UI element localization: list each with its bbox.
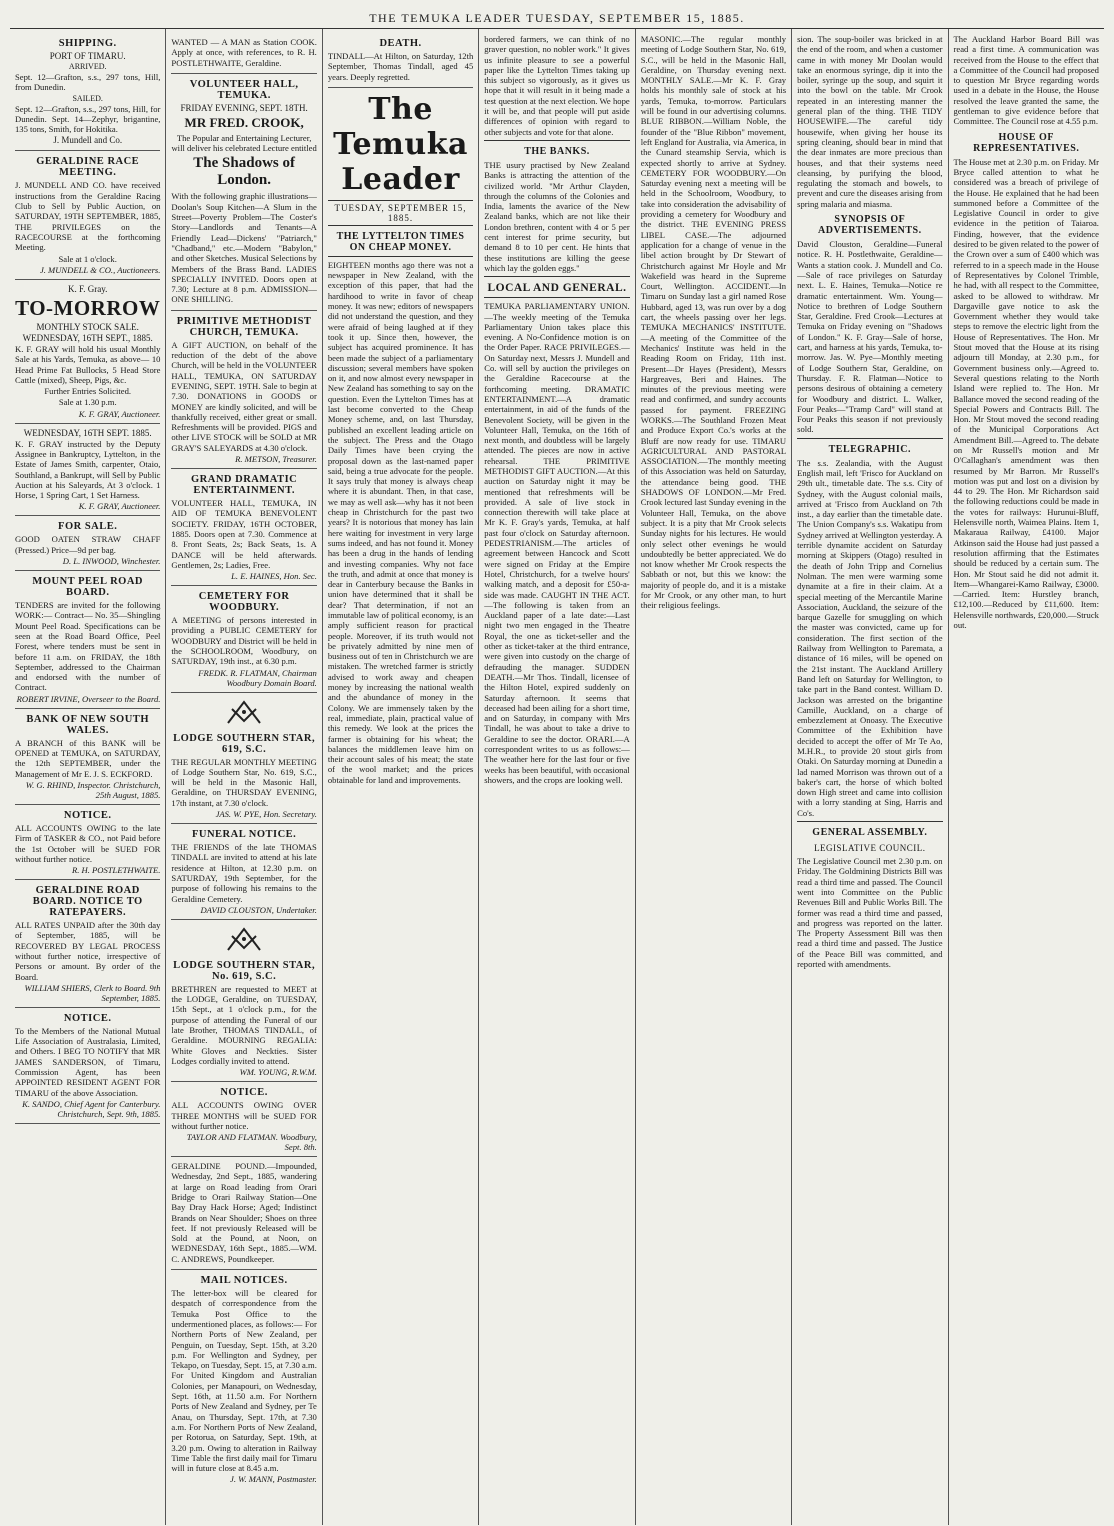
lodge2-signature: WM. YOUNG, R.W.M. xyxy=(239,1067,317,1078)
crook-name: MR FRED. CROOK, xyxy=(184,114,304,130)
road-body: TENDERS are invited for the following WORK:— Contract— No. 35—Shingling Mount Peel Road. Specifications can be seen at the Road Board Office, Peel Forest, where tenders must be sent in before 11 a.m. on FRIDAY, the 18th September, addressed to the Chairman and endorsed with the number of Contract. xyxy=(15,600,161,693)
gray-further: Further Entries Solicited. xyxy=(44,386,132,397)
editorial-continued: bordered farmers, we can think of no graver question, no nobler work." It gives us infinite pleasure to see a powerful paper like the Lyttelton Times taking up this subject so vigorously, as it gives us hope that it will result in it being made a test question at the next election. We hope it will be, and that people will put aside differences of opinion with regard to other subjects and vote for that alone. xyxy=(484,34,630,137)
general-assembly-title: GENERAL ASSEMBLY. xyxy=(812,827,928,839)
road-title: MOUNT PEEL ROAD BOARD. xyxy=(32,576,143,599)
legislative-council-body: The Legislative Council met 2.30 p.m. on Friday. The Goldmining Districts Bill was read a third time and passed. The Council went into Committee on the Public Revenues Bill and Public Works Bill. The former was read a third time and passed, and progress was reported on the latter. The Property Assessment Bill was then read a third time and passed. The Justice of the Peace Bill was committed, and reported with amendments. xyxy=(797,856,943,970)
funeral-signature: DAVID CLOUSTON, Undertaker. xyxy=(200,904,317,915)
column-6 xyxy=(792,29,948,1525)
lodge1-signature: JAS. W. PYE, Hon. Secretary. xyxy=(215,809,317,820)
bank-title: BANK OF NEW SOUTH WALES. xyxy=(26,713,149,736)
crook-body: With the following graphic illustrations— Doolan's Soup Kitchen—A Slum in the Street—Poverty Problem—The Coster's Story—Landlords and Tenants—A Friendly Lead—Dickens' "Patriarch," "Chadband," etc.—Modern "Babylon," and other Sketches. Musical Selections by Members of the Brass Band. LADIES SPECIALLY INVITED. Doors open at 7.30; Lecture at 8 p.m. ADMISSION—ONE SHILLING. xyxy=(171,191,317,305)
crook-date: FRIDAY EVENING, SEPT. 18TH. xyxy=(180,102,308,113)
lodge-meeting-ad xyxy=(171,693,316,824)
telegraphic-title: TELEGRAPHIC. xyxy=(828,443,912,455)
bank-body: A BRANCH of this BANK will be OPENED at TEMUKA, on SATURDAY, the 12th SEPTEMBER, under the Management of Mr E. J. S. ECKFORD. xyxy=(15,737,161,779)
ratepayers-title: GERALDINE ROAD BOARD. NOTICE TO RATEPAYERS. xyxy=(32,885,143,919)
gray-time: Sale at 1.30 p.m. xyxy=(58,397,117,408)
divider xyxy=(484,297,629,298)
lodge2-title: LODGE SOUTHERN STAR, No. 619, S.C. xyxy=(173,959,316,982)
insurance-title: NOTICE. xyxy=(63,1012,112,1024)
banks-body: THE usury practised by New Zealand Banks is attracting the attention of the civilized world. "Mr Arthur Clayden, through the columns of the Colonies and India, laments the avarice of the New Zealand banks, which are not like their London brethren, content with 4 or 5 per cent interest for prime security, but demand 8 to 10 per cent. He hints that these institutions are killing the geese which lay the golden eggs." xyxy=(484,159,630,273)
methodist-signature: R. METSON, Treasurer. xyxy=(235,454,317,465)
notice1-signature: R. H. POSTLETHWAITE. xyxy=(71,865,161,876)
tomorrow-headline: TO-MORROW xyxy=(15,295,161,320)
road-signature: ROBERT IRVINE, Overseer to the Board. xyxy=(16,693,161,704)
road-board-ad xyxy=(15,571,160,709)
gray2-body: K. F. GRAY instructed by the Deputy Assignee in Bankruptcy, Lyttelton, in the Estate of James Smith, carpenter, Otaio, Southland, a Bankrupt, will Sell by Public Auction at his Saleyards, At 3 o'clock. 1 Horse, 1 Spring Cart, 1 Set Harness. xyxy=(15,438,161,501)
dateline: TUESDAY, SEPTEMBER 15, 1885. xyxy=(328,200,473,226)
arrived-text: Sept. 12—Grafton, s.s., 297 tons, Hill, from Dunedin. xyxy=(15,72,161,93)
notice1-title: NOTICE. xyxy=(63,809,112,821)
mail-body: The letter-box will be cleared for despatch of correspondence from the Temuka Post Office to the undermentioned places, as follows:— For Northern Ports of New Zealand, per Penguin, on Tuesday, Sept. 15th, at 3.20 p.m. For Wellington and Sydney, per Tekapo, on Tuesday, Sept. 15, at 7.30 a.m. For United Kingdom and Australian Colonies, per Manapouri, on Wednesday, Sept. 16th, at 11.50 a.m. For Northern Ports of New Zealand and Sydney, per Te Anau, on Thursday, Sept. 17th, at 7.30 a.m. For Northern Ports of New Zealand, per Rotorua, on Saturday, Sept. 19th, at 3.20 p.m. Owing to alteration in Railway Time Table the first daily mail for Timaru will in future close at 8.45 a.m. xyxy=(171,1288,317,1474)
bank-ad xyxy=(15,709,160,805)
local-news-continued: MASONIC.—The regular monthly meeting of Lodge Southern Star, No. 619, S.C., will be held in the Masonic Hall, Geraldine, on Thursday evening next. MONTHLY SALE.—Mr K. F. Gray holds his monthly sale of stock at his yards, Temuka, to-morrow. Particulars will be found in our advertising columns. BLUE RIBBON.—William Noble, the founder of the "Blue Ribbon" movement, left England for Australia, via America, in the Cunard steamship Servia, which is expected shortly to arrive at Sydney. CEMETERY FOR WOODBURY.—On Saturday evening next a meeting will be held in the Schoolroom, Woodbury, to take into consideration the advisability of providing a cemetery for Woodbury and the district. THE EVENING PRESS LIBEL CASE.—The adjourned application for a change of venue in the libel action brought by Dr Stewart of Christchurch against Mr Hoyle and Mr Wakefield was heard in the Supreme Court, Wellington. ACCIDENT.—In Timaru on Sunday last a girl named Rose Hubbard, aged 13, was run over by a dog cart, the wheels passing over her legs. TEMUKA MECHANICS' INSTITUTE.—A meeting of the Committee of the Mechanics' Institute was held in the Reading Room on Friday, 11th inst. Present—Dr Hayes (President), Messrs Hargreaves, Beri and Haines. The minutes of the previous meeting were read and confirmed, and sundry accounts passed for payment. FREEZING WORKS.—The Southland Frozen Meat and Produce Export Co.'s works at the Bluff are now ready for use. TIMARU AGRICULTURAL AND PASTORAL ASSOCIATION.—The monthly meeting of this Association was held on Saturday, the attendance being good. THE SHADOWS OF LONDON.—Mr Fred. Crook lectured last Sunday evening in the Volunteer Hall, Temuka, on the above subject. It is a pity that Mr Crook selects Sunday nights for his lectures. He would only select other evenings he would undoubtedly be better appreciated. We do not know whether Mr Crook respects the Sabbath or not, but this we know: the majority of people do, and it is a mistake for Mr Crook, or any other man, to hurt their religious feelings. xyxy=(640,34,787,611)
lodge1-body: THE REGULAR MONTHLY MEETING of Lodge Southern Star, No. 619, S.C., will be held in the Masonic Hall, Geraldine, on THURSDAY EVENING, 17th instant, at 7.30 o'clock. xyxy=(171,756,317,808)
notice2-title: NOTICE. xyxy=(220,1087,268,1099)
dramatic-ad xyxy=(171,469,316,586)
editorial-title: THE LYTTELTON TIMES ON CHEAP MONEY. xyxy=(336,230,465,253)
gray-sale-sub: MONTHLY STOCK SALE. xyxy=(36,321,139,332)
race-time: Sale at 1 o'clock. xyxy=(58,253,117,264)
lodge2-body: BRETHREN are requested to MEET at the LODGE, Geraldine, on TUESDAY, 15th Sept., at 1 o'clock p.m., for the purpose of attending the Funeral of our late Brother, THOMAS TINDALL, of Geraldine. MOURNING REGALIA: White Gloves and Neckties. Sister Lodges cordially invited to attend. xyxy=(171,983,317,1066)
methodist-body: A GIFT AUCTION, on behalf of the reduction of the debt of the above Church, will be held in the VOLUNTEER HALL, TEMUKA, ON SATURDAY EVENING, SEPT. 19TH. Sale to begin at 7.30. DONATIONS in GOODS or MONEY are kindly solicited, and will be thankfully received, either great or small. Refreshments will be provided. PIGS and other LIVE STOCK will be SOLD at MR GRAY'S SALEYARDS at 4.30 o'clock. xyxy=(171,339,317,453)
synopsis-title: SYNOPSIS OF ADVERTISEMENTS. xyxy=(818,214,922,237)
funeral-body: THE FRIENDS of the late THOMAS TINDALL are invited to attend at his late residence at Hilton, at 12.30 p.m. on SATURDAY, 19th September, for the purpose of following his remains to the Geraldine Cemetery. xyxy=(171,842,317,904)
wanted-body: WANTED — A MAN as Station COOK. Apply at once, with references, to R. H. POSTLETHWAITE, Geraldine. xyxy=(171,37,317,68)
dramatic-body: VOLUNTEER HALL, TEMUKA, IN AID OF TEMUKA BENEVOLENT SOCIETY. FRIDAY, 16TH OCTOBER, 1885. Doors open at 7.30. Commence at 8. Front Seats, 2s; Back Seats, 1s. A DANCE will be held afterwards. Gentlemen, 2s; Ladies, Free. xyxy=(171,498,317,570)
running-head: THE TEMUKA LEADER TUESDAY, SEPTEMBER 15, 1885. xyxy=(10,8,1104,29)
column-5 xyxy=(636,29,792,1525)
cemetery-signature: FREDK. R. FLATMAN, Chairman Woodbury Domain Board. xyxy=(198,667,317,688)
masonic-emblem-icon xyxy=(171,926,316,957)
notice2-body: ALL ACCOUNTS OWING OVER THREE MONTHS will be SUED FOR without further notice. xyxy=(171,1100,317,1131)
gray-sale-ad xyxy=(15,280,160,424)
editorial-body: EIGHTEEN months ago there was not a newspaper in New Zealand, with the exception of this paper, that had the hardihood to write in favor of cheap money. It was new; editors of newspapers did not understand the question, and they were afraid of being laughed at if they took it up. Since then, however, the subject has acquired prominence. It has been made the subject of a parliamentary discussion; several members have spoken on it, and now almost every newspaper in New Zealand has something to say on the question. Even the Lyttelton Times has at last become converted to the Cheap Money scheme, and, on last Thursday, published an excellent leading article on the subject. The Press and the Otago Daily Times have been crying the proposal down as the last-named paper said, being a true advocate for the people. It says truly that money is always cheap where it is abundant. Then, in that case, we may as well ask—why has it not been cheap in Christchurch for the past two years? It is notorious that money has lain here waiting for investment in very large sums indeed, and has not found it. Money has been a drug in the hands of lending and investing companies. Why not face the truth, and admit at once that money is dear in Canterbury because the Banks in union have determined that it shall be dear? That determination, if not an immutable law of political economy, is an amply sufficient reason for practical people. Moreover, if its truth would not be privately admitted by nine men of business out of ten in Christchurch we are mistaken. The wretched farmer is strictly advised to work away and cheapen money by increasing the national wealth and the abundance of money in the Colony. We are immensely taken by the real, immediate, plain, practical value of this remedy. We look at the prices the farmer is obtaining for his wheat; the balances the middlemen leave him on their account sales of his meat; the state of the wool market; and the prices obtainable for land and improvements. xyxy=(327,259,474,785)
crook-intro: The Popular and Entertaining Lecturer, will deliver his celebrated Lecture entitled xyxy=(171,132,317,154)
notice2-signature: TAYLOR AND FLATMAN. Woodbury, Sept. 8th. xyxy=(186,1132,317,1153)
death-body: TINDALL—At Hilton, on Saturday, 12th September, Thomas Tindall, aged 45 years. Deeply regretted. xyxy=(327,51,474,82)
race-signature: J. MUNDELL & CO., Auctioneers. xyxy=(39,264,161,275)
chaff-ad xyxy=(15,516,160,571)
banks-title: THE BANKS. xyxy=(524,145,590,157)
crook-title: VOLUNTEER HALL, TEMUKA. xyxy=(189,78,299,101)
arrived-label: ARRIVED. xyxy=(68,62,107,71)
chaff-body: GOOD OATEN STRAW CHAFF (Pressed.) Price—9d per bag. xyxy=(15,534,161,555)
council-continued: The Auckland Harbor Board Bill was read a first time. A communication was received from the House to the effect that a Committee of the Council had proposed to question Mr Bryce regarding words used in a debate in the House, the House resolved the leave granted the same, the gentleman to give evidence before that Committee. The Council rose at 4.55 p.m. xyxy=(953,34,1099,127)
local-general-title: LOCAL AND GENERAL. xyxy=(487,282,627,295)
local-general-body: TEMUKA PARLIAMENTARY UNION.—The weekly meeting of the Temuka Parliamentary Union takes place this evening. A No-Confidence motion is on the Order Paper. RACE PRIVILEGES.—On Saturday next, Messrs J. Mundell and Co. will sell by auction the privileges on the Geraldine Racecourse at the forthcoming meeting. DRAMATIC ENTERTAINMENT.—A dramatic entertainment, in aid of the funds of the Benevolent Society, will be given in the Volunteer Hall, Temuka, on the 16th of next month, and doubtless will be largely attended. The pieces are now in active rehearsal. THE PRIMITIVE METHODIST GIFT AUCTION.—At this auction on Saturday night it may be mentioned that refreshments will be provided. A sale of live stock in connection therewith will take place at Mr K. F. Gray's yards, Temuka, at half past four o'clock on Saturday afternoon. PEDESTRIANISM.—The articles of agreement between Hancock and Scott were signed on Friday at the Empire Hotel, Christchurch, for a twelve hours' walking match, and a deposit for £50-a-side was made. CAUGHT IN THE ACT.—The following is taken from an Auckland paper of a late date:—Last night two men engaged in the Theatre Royal, the one as ticket-seller and the other as ticket-taker at the third entrance, were given into custody on the charge of defrauding the manager. SUDDEN DEATH.—Mr Thos. Tindall, licensee of the Hilton Hotel, expired suddenly on Saturday afternoon. It seems that deceased had been ailing for a short time, and on Saturday, in company with Mrs Tindall, he was about to take a drive to Geraldine to see the doctor. ORARI.—A correspondent writes to us as follows:—The weather here for the last four or five weeks has been beautiful, with occasional showers, and the crops are looking well. xyxy=(484,301,630,785)
crook-lecture-title: The Shadows of London. xyxy=(193,155,295,189)
gray2-signature: K. F. GRAY, Auctioneer. xyxy=(78,501,161,512)
race-title: GERALDINE RACE MEETING. xyxy=(36,156,140,179)
cemetery-title: CEMETERY FOR WOODBURY. xyxy=(198,591,290,614)
mail-notices xyxy=(171,1270,316,1488)
divider xyxy=(328,256,473,257)
house-body: The House met at 2.30 p.m. on Friday. Mr Bryce called attention to what he considered was a breach of privilege of the House. He explained that he had been summoned before a Committee of the Legislative Council in order to give evidence in the petition of Taiaroa. Finding, however, that the evidence desired to be given related to the power of the Crown over a sum of £400 which was referred to in a speech made in the House of Representatives by Colonel Trimble, he had, with all respect to the Committee, asked to be allowed to withdraw. Mr Dargaville gave notice to ask the Government whether they would take steps to remove the electric light from the House of Representatives. The Hon. Mr Stout moved that the House at its rising adjourn till Monday, at 2.30 p.m., for Government business only.—Agreed to. Several questions relating to the North Island were replied to. The Hon. Mr Ballance moved the second reading of the Special Powers and Contracts Bill. The Hon. Mr Stout moved the second reading of the Municipal Corporations Act Amendment Bill.—Agreed to. The debate on Mr Russell's motion and Mr O'Callaghan's amendment was then resumed by Mr Barron. Mr Russell's motion was put and lost on a division by 44 to 29. The Hon. Mr Richardson said the following reductions could be made in the votes for railways: Hurunui-Bluff, Helensville north, Waimea Plains. Item 1, Makaraua Railway, £4100. Major Atkinson said the House had just passed a resolution affirming that the Estimates should be reduced by a certain sum. The Hon. Mr Stout said he did not admit it. Item—Whangarei-Kamo Railway, £3000.—Carried. Item: Hurstley branch, £12,100.—Reduced by £11,600. Item: Helensville northwards, £20,000.—Struck out. xyxy=(953,156,1099,631)
funeral-title: FUNERAL NOTICE. xyxy=(191,829,297,841)
accounts-notice-ad xyxy=(15,805,160,880)
dramatic-signature: L. E. HAINES, Hon. Sec. xyxy=(231,571,317,582)
gray-signature: K. F. GRAY, Auctioneer. xyxy=(78,408,161,419)
ratepayers-signature: WILLIAM SHIERS, Clerk to Board. 9th September, 1885. xyxy=(24,982,161,1003)
insurance-ad xyxy=(15,1008,160,1124)
dramatic-title: GRAND DRAMATIC ENTERTAINMENT. xyxy=(191,474,298,497)
death-title: DEATH. xyxy=(379,38,422,49)
gray-bankrupt-ad xyxy=(15,424,160,517)
divider xyxy=(484,140,629,141)
wanted-ad xyxy=(171,33,316,74)
notice1-body: ALL ACCOUNTS OWING to the late Firm of TASKER & CO., not Paid before the 1st October will be SUED FOR without further notice. xyxy=(15,822,161,864)
divider xyxy=(484,276,629,277)
shipping-subtitle: PORT OF TIMARU. xyxy=(49,51,126,61)
column-7 xyxy=(949,29,1104,1525)
mail-title: MAIL NOTICES. xyxy=(200,1275,288,1287)
chaff-title: FOR SALE. xyxy=(58,521,118,533)
mail-signature: J. W. MANN, Postmaster. xyxy=(230,1474,317,1485)
gray-agent: K. F. Gray. xyxy=(67,283,108,294)
house-title: HOUSE OF REPRESENTATIVES. xyxy=(973,131,1080,154)
pound-body: GERALDINE POUND.—Impounded, Wednesday, 2nd Sept., 1885, wandering at large on Road leading from Orari Bridge to Orari Railway Station—One Bay Dray Hack Horse; Aged; Indistinct Brands on Near Shoulder; Shoes on three feet. If not previously Released will be Sold at the Pound, at Noon, on WEDNESDAY, 16th Sept., 1885.—WM. C. ANDREWS, Poundkeeper. xyxy=(171,1161,317,1264)
shadows-report-continued: sion. The soup-boiler was bricked in at the end of the room, and when a customer came in with money Mr Doolan would take an enormous syringe, dip it into the boiler, syringe up the soup, and squirt it into the bowl on the table. Mr Crook repeated in an interesting manner the general plan of the thing. THE TIDY HOUSEWIFE.—The careful tidy housewife, when giving her house its spring cleaning, should bear in mind that the dear inmates are more precious than houses, and that their systems need cleansing, by purifying the blood, regulating the stomach and bowels, to prevent and cure the diseases arising from spring malaria and miasma. xyxy=(797,34,943,209)
insurance-signature: K. SANDO, Chief Agent for Canterbury. Christchurch, Sept. 9th, 1885. xyxy=(22,1098,161,1119)
pound-ad xyxy=(171,1157,316,1270)
masonic-emblem-icon xyxy=(171,699,316,730)
synopsis-body: David Clouston, Geraldine—Funeral notice. R. H. Postlethwaite, Geraldine—Wants a station cook. J. Mundell and Co.—Sale of race privileges on Saturday next. L. E. Haines, Temuka—Notice re dramatic entertainment. Wm. Young—Notice to brethren of Lodge Southern Star, Geraldine. Fred Crook—Lectures at Temuka on Friday evening on "Shadows of London." K. F. Gray—Sale of horse, cart, and harness at his yards, Temuka, to-morrow. Jas. W. Pye—Monthly meeting of Lodge Southern Star, Geraldine, on Thursday. F. R. Flatman—Notice to persons desirous of obtaining a cemetery for Woodbury and district. L. Walker, Four Peaks—"Tramp Card" will stand at Four Peaks this season if not previously sold. xyxy=(797,239,943,435)
race-ad xyxy=(15,151,160,279)
column-2 xyxy=(166,29,322,1525)
sailed-label: SAILED. xyxy=(72,93,103,103)
masthead: The Temuka Leader xyxy=(333,91,468,197)
death-notice xyxy=(328,33,473,88)
column-4 xyxy=(479,29,635,1525)
bank-signature: W. G. RHIND, Inspector. Christchurch, 25th August, 1885. xyxy=(25,779,161,800)
gray2-date: WEDNESDAY, 16TH SEPT. 1885. xyxy=(23,427,152,438)
divider xyxy=(797,821,942,822)
column-1 xyxy=(10,29,166,1525)
shipping-ad xyxy=(15,33,160,151)
race-body: J. MUNDELL AND CO. have received instructions from the Geraldine Racing Club to Sell by Public Auction, on SATURDAY, 19TH SEPTEMBER, 1885, THE PRIVILEGES on the RACECOURSE at the forthcoming Meeting. xyxy=(15,180,161,253)
cemetery-body: A MEETING of persons interested in providing a PUBLIC CEMETERY for WOODBURY and District will be held in the SCHOOLROOM, Woodbury, on SATURDAY, 19th inst., at 6.30 p.m. xyxy=(171,615,317,667)
lodge-funeral-ad xyxy=(171,920,316,1082)
sailed-text: Sept. 12—Grafton, s.s., 297 tons, Hill, for Dunedin. Sept. 14—Zephyr, brigantine, 135 tons, Smith, for Hokitika. xyxy=(15,103,161,135)
methodist-ad xyxy=(171,311,316,469)
funeral-ad xyxy=(171,824,316,920)
ratepayers-ad xyxy=(15,880,160,1008)
crook-lecture-ad xyxy=(171,74,316,311)
methodist-title: PRIMITIVE METHODIST CHURCH, TEMUKA. xyxy=(176,315,312,338)
ratepayers-body: ALL RATES UNPAID after the 30th day of September, 1885, will be RECOVERED BY LEGAL PROCESS without further notice, irrespective of Persons or amount. By order of the Board. xyxy=(15,920,161,982)
cemetery-ad xyxy=(171,586,316,692)
telegraphic-body: The s.s. Zealandia, with the August English mail, left 'Frisco for Auckland on 29th ult., timetable date. The s.s. City of Sydney, with the August colonial mails, arrived at 'Frisco from Auckland on 7th inst., a day earlier than the timetable date. The Union Company's s.s. Wakatipu from Sydney arrived at Wellington yesterday. A terrible dynamite accident on Saturday morning at Skippers (Otago) resulted in the death of John Tripp and Cornelius Nolman. The men were warming some dynamite at a fire in their claim. At a special meeting of the Mercantile Marine Association, Auckland, the seizure of the barque Gazelle for smuggling on which the master was convicted, came up for consideration. The first section of the Railway from Wellington to Paremata, a distance of 16 miles, will be opened on the 21st instant. The Auckland Artillery Band left on Saturday for Wellington, to take part in the Band contest. William D. Jackson was arrested on the brigantine Camille, Auckland, on a charge of embezzlement at Onoasy. The Executive Committee of the Exhibition have decided to accept the offer of Mr Te Ao, M.H.R., to provide 20 stout girls from Otaki. On Saturday morning at Dunedin a lad named Morrison was thrown out of a baker's cart, the horse of which bolted down High street and came into collision with a lorry standing at Sing, Harris and Co's. xyxy=(797,457,943,818)
column-3 xyxy=(323,29,479,1525)
gray-sale-date: WEDNESDAY, 16TH SEPT., 1885. xyxy=(22,332,153,343)
chaff-signature: D. L. INWOOD, Winchester. xyxy=(62,556,161,567)
lodge1-title: LODGE SOUTHERN STAR, 619, S.C. xyxy=(173,732,316,755)
shipping-title: SHIPPING. xyxy=(58,38,117,49)
gray-sale-body: K. F. GRAY will hold his usual Monthly Sale at his Yards, Temuka, as above— 10 Head Prime Fat Bullocks, 5 Head Store Cattle (mixed), Sheep, Pigs, &c. xyxy=(15,343,161,385)
shipping-agent: J. Mundell and Co. xyxy=(53,135,123,146)
divider xyxy=(797,438,942,439)
legislative-council-title: LEGISLATIVE COUNCIL. xyxy=(814,843,926,854)
accounts-notice-2-ad xyxy=(171,1082,316,1157)
insurance-body: To the Members of the National Mutual Life Association of Australasia, Limited, and Others. I BEG TO NOTIFY that MR JAMES SANDERSON, of Timaru, Commission Agent, has been APPOINTED RESIDENT AGENT FOR TIMARU of the above Association. xyxy=(15,1025,161,1098)
